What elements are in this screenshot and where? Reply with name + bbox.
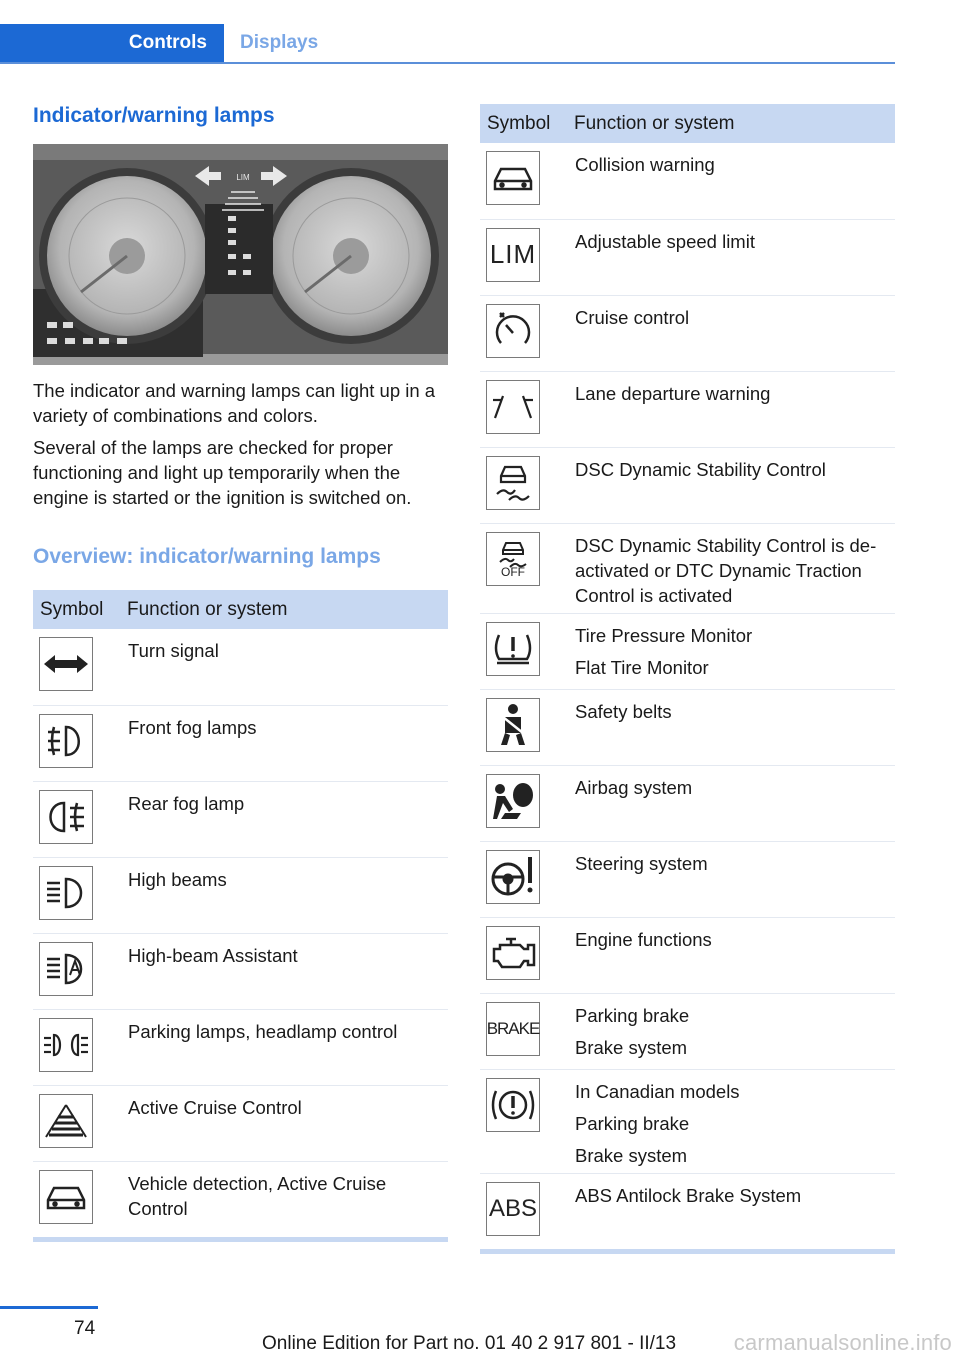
function-label: Vehicle detection, Active Cruise Control (128, 1172, 387, 1219)
function-label: Airbag system (568, 765, 895, 841)
dsc-off-icon (486, 532, 540, 586)
table-row (33, 629, 448, 705)
column-header-symbol: Symbol (480, 104, 568, 143)
page-number: 74 (74, 1318, 96, 1339)
tab-controls[interactable]: Controls (0, 24, 224, 62)
function-label: Rear fog lamp (121, 781, 448, 857)
function-label: Safety belts (568, 689, 895, 765)
table-row (33, 705, 448, 781)
front-fog-lamp-icon (39, 714, 93, 768)
airbag-icon (486, 774, 540, 828)
tire-pressure-icon (486, 622, 540, 676)
function-label-tertiary: Brake system (575, 1144, 688, 1166)
intro-paragraph-1: The indicator and warning lamps can light up in a variety of combinations and colors. (33, 380, 436, 426)
indicator-table-right (480, 104, 895, 1249)
function-label: Collision warning (568, 143, 895, 219)
function-label: Active Cruise Control (121, 1085, 448, 1161)
collision-warning-icon (486, 151, 540, 205)
column-header-function: Function or system (568, 104, 895, 143)
intro-paragraph-2: Several of the lamps are checked for proper functioning and light up temporarily when the engine is started or the ignition is switched on. (33, 437, 412, 508)
table-row (33, 1161, 448, 1237)
rear-fog-lamp-icon (39, 790, 93, 844)
table-row (33, 1085, 448, 1161)
function-label: Parking lamps, headlamp control (121, 1009, 448, 1085)
table-row (480, 447, 895, 523)
dsc-off-icon-text: OFF (501, 564, 525, 579)
function-label-secondary: Parking brake (575, 1112, 690, 1134)
table-row (480, 1069, 895, 1173)
function-label: In Canadian models (575, 1080, 740, 1102)
brake-icon-text: BRAKE (486, 1018, 540, 1038)
table-row (480, 993, 895, 1069)
speed-limit-icon-text: LIM (489, 239, 537, 269)
tab-displays[interactable]: Displays (240, 32, 319, 53)
table-row (480, 371, 895, 447)
active-cruise-control-icon (39, 1094, 93, 1148)
table-end-rule (33, 1237, 448, 1242)
table-row (480, 765, 895, 841)
function-label: High-beam Assistant (121, 933, 448, 1009)
function-label: Front fog lamps (121, 705, 448, 781)
table-row (480, 613, 895, 689)
table-row (480, 219, 895, 295)
function-label: Lane departure warning (568, 371, 895, 447)
table-row (33, 781, 448, 857)
dsc-icon (486, 456, 540, 510)
function-label-secondary: Brake system (575, 1036, 688, 1058)
table-row (33, 933, 448, 1009)
table-end-rule (480, 1249, 895, 1254)
column-header-symbol: Symbol (33, 590, 121, 629)
speed-limit-icon (486, 228, 540, 282)
function-label: Cruise control (568, 295, 895, 371)
section-heading: Indicator/warning lamps (33, 104, 275, 127)
lane-departure-icon (486, 380, 540, 434)
abs-icon (486, 1182, 540, 1236)
table-row (33, 857, 448, 933)
turn-signal-icon (39, 637, 93, 691)
brake-icon (486, 1002, 540, 1056)
abs-icon-text: ABS (488, 1194, 538, 1222)
page-number-rule (0, 1306, 98, 1309)
parking-lamps-icon (39, 1018, 93, 1072)
high-beam-assistant-icon (39, 942, 93, 996)
edition-text: Online Edition for Part no. 01 40 2 917 801 - II/13 (262, 1333, 677, 1354)
table-row (480, 917, 895, 993)
table-row (480, 143, 895, 219)
function-label: Steering system (568, 841, 895, 917)
safety-belt-icon (486, 698, 540, 752)
lim-indicator-label: LIM (236, 173, 250, 182)
function-label: Adjustable speed limit (568, 219, 895, 295)
subsection-heading: Overview: indicator/warning lamps (33, 545, 381, 568)
column-header-function: Function or system (121, 590, 448, 629)
function-label: DSC Dynamic Stability Control (568, 447, 895, 523)
cruise-control-icon (486, 304, 540, 358)
canadian-brake-icon (486, 1078, 540, 1132)
section-tab-bar (0, 24, 895, 64)
table-row (480, 1173, 895, 1249)
function-label: Turn signal (121, 629, 448, 705)
function-label: Parking brake (575, 1004, 690, 1026)
function-label: High beams (121, 857, 448, 933)
table-row (480, 841, 895, 917)
function-label-secondary: Flat Tire Monitor (575, 656, 709, 678)
vehicle-detection-icon (39, 1170, 93, 1224)
function-label: ABS Antilock Brake System (575, 1184, 802, 1206)
table-row (480, 295, 895, 371)
steering-system-icon (486, 850, 540, 904)
indicator-table-left (33, 590, 448, 1237)
table-row (480, 689, 895, 765)
function-label: Engine functions (568, 917, 895, 993)
high-beam-icon (39, 866, 93, 920)
table-row (33, 1009, 448, 1085)
instrument-cluster-image (33, 144, 448, 365)
watermark: carmanualsonline.info (733, 1330, 952, 1355)
function-label: Tire Pressure Monitor (575, 624, 753, 646)
function-label: DSC Dynamic Stability Control is de-activated or DTC Dynamic Traction Control is activated (568, 523, 895, 613)
table-row (480, 523, 895, 613)
engine-icon (486, 926, 540, 980)
